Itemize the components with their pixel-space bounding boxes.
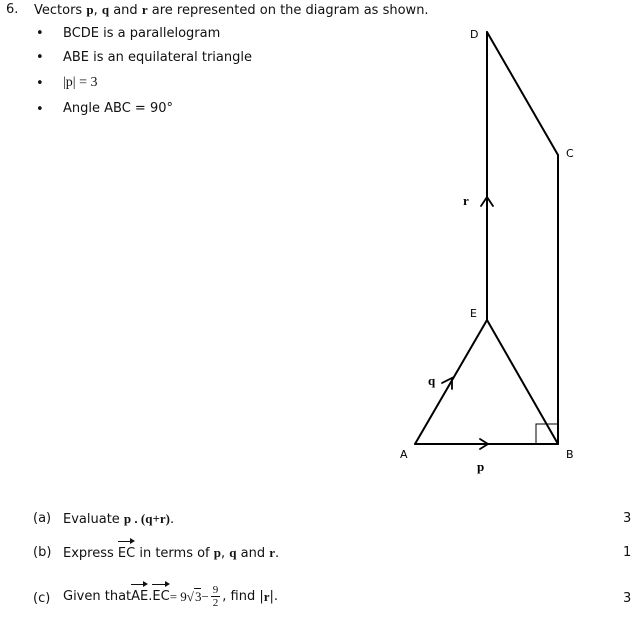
right-angle-marker — [536, 424, 558, 444]
part-b-p: p — [213, 545, 221, 560]
part-a-marks: 3 — [623, 511, 632, 526]
bullet-dot: • — [36, 102, 44, 117]
point-label-B: B — [566, 448, 574, 461]
part-b-question — [63, 545, 279, 561]
point-label-A: A — [400, 448, 408, 461]
part-b-period: . — [275, 546, 280, 561]
part-c-question — [63, 584, 278, 609]
sqrt-symbol: √ — [186, 588, 194, 604]
bullet-dot: • — [36, 50, 44, 65]
part-b-comma: , — [221, 546, 230, 561]
part-a-label: (a) — [33, 511, 52, 526]
part-a-text: Evaluate — [63, 512, 124, 527]
vector-label-p: p — [477, 459, 485, 474]
vector-EC: EC — [117, 546, 136, 561]
part-c-text: Given that — [63, 589, 132, 604]
intro-and: and — [109, 3, 142, 18]
point-label-C: C — [566, 147, 574, 160]
part-a-period: . — [169, 512, 175, 527]
part-a-expression: p . (q+r) — [123, 511, 170, 526]
vector-p-symbol: p — [86, 2, 94, 17]
part-b-and: and — [236, 546, 270, 561]
part-b-r: r — [269, 545, 276, 560]
vector-label-r: r — [463, 193, 469, 208]
bullet-dot: • — [36, 76, 44, 91]
vector-q-symbol: q — [101, 2, 110, 17]
part-b-text-mid: in terms of — [135, 546, 214, 561]
fraction-denominator: 2 — [212, 597, 219, 609]
vector-EC: EC — [152, 589, 170, 604]
dot-operator: . — [148, 589, 153, 604]
bullet-text-equilateral: ABE is an equilateral triangle — [63, 50, 252, 65]
bullet-text-parallelogram: BCDE is a parallelogram — [63, 26, 221, 41]
part-a-question — [63, 511, 174, 527]
part-c-label: (c) — [33, 591, 51, 606]
edge-EB — [487, 320, 558, 444]
sqrt-radicand: 3 — [194, 589, 202, 604]
point-label-D: D — [470, 28, 479, 41]
point-label-E: E — [470, 307, 477, 320]
bullet-dot: • — [36, 26, 44, 41]
equals-nine: = 9 — [169, 588, 187, 604]
part-b-q: q — [229, 545, 237, 560]
part-c-marks: 3 — [623, 591, 632, 606]
minus-sign: − — [201, 588, 209, 604]
intro-comma: , — [93, 3, 102, 18]
edge-AE — [415, 320, 487, 444]
part-c-r: r — [263, 588, 270, 604]
edge-DC — [487, 32, 558, 155]
part-b-label: (b) — [33, 545, 52, 560]
part-c-end: |. — [269, 589, 279, 604]
bullet-text-angle: Angle ABC = 90° — [63, 101, 173, 116]
fraction-numerator: 9 — [212, 584, 219, 596]
fraction — [211, 584, 221, 609]
vector-label-q: q — [428, 373, 436, 388]
vector-AE: AE — [131, 589, 149, 604]
part-b-text: Express — [63, 546, 118, 561]
part-c-find: , find | — [222, 589, 264, 604]
vector-r-symbol: r — [141, 2, 148, 17]
part-b-marks: 1 — [623, 545, 632, 560]
intro-rest: are represented on the diagram as shown. — [147, 3, 429, 18]
bullet-text-magnitude: |p| = 3 — [63, 75, 98, 90]
intro-text: Vectors — [34, 3, 87, 18]
question-number: 6. — [6, 2, 19, 17]
